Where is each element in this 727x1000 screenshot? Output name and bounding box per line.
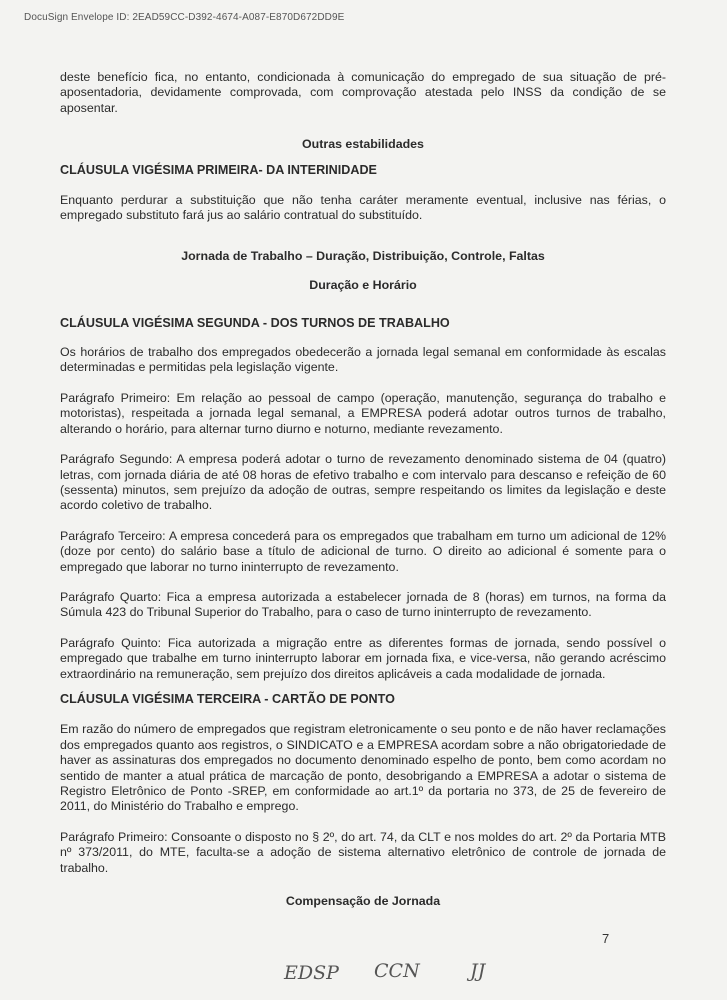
section-title-duracao: Duração e Horário: [309, 278, 417, 293]
clause-22-paragraph: Parágrafo Quarto: Fica a empresa autorizada a estabelecer jornada de 8 (horas) em turnos, na forma da Súmula 423 do Tribunal Superior do Trabalho, para o caso de turno ininterrupto de revezamento.: [60, 589, 666, 620]
clause-22-paragraph: Os horários de trabalho dos empregados obedecerão a jornada legal semanal em conformidade às escalas determinadas e permitidas pela legislação vigente.: [60, 345, 666, 375]
clause-22-paragraphs: [60, 345, 666, 682]
envelope-id: DocuSign Envelope ID: 2EAD59CC-D392-4674-A087-E870D672DD9E: [24, 12, 345, 23]
signature-initial: JJ: [470, 960, 486, 982]
clause-22-paragraph: Parágrafo Quinto: Fica autorizada a migração entre as diferentes formas de jornada, sendo possível o empregado que trabalhe em turno ininterrupto laborar em jornada fixa, e vice-versa, não gerando acréscimo extraordinário na remuneração, sem prejuízo dos direitos aplicáveis a cada modalidade de jornada.: [60, 635, 666, 681]
clause-23-paragraph: Parágrafo Primeiro: Consoante o disposto no § 2º, do art. 74, da CLT e nos moldes do art. 2º da Portaria MTB nº 373/2011, do MTE, faculta-se a adoção de sistema alternativo eletrônico de controle de jornada de trabalho.: [60, 829, 666, 875]
clause-22-title: CLÁUSULA VIGÉSIMA SEGUNDA - DOS TURNOS DE TRABALHO: [60, 315, 450, 330]
page-number: 7: [602, 931, 610, 946]
section-title-compensacao: Compensação de Jornada: [285, 894, 441, 909]
clause-22-paragraph: Parágrafo Terceiro: A empresa concederá para os empregados que trabalham em turno um adicional de 12% (doze por cento) do salário base a título de adicional de turno. O direito ao adicional é somente para o empregado que laborar no turno ininterrupto de revezamento.: [60, 528, 666, 574]
intro-paragraph: deste benefício fica, no entanto, condicionada à comunicação do empregado de sua situação de pré-aposentadoria, devidamente comprovada, com comprovação atestada pelo INSS da condição de se aposentar.: [60, 70, 666, 115]
signature-initial: EDSP: [284, 962, 339, 984]
clause-21-title: CLÁUSULA VIGÉSIMA PRIMEIRA- DA INTERINIDADE: [60, 162, 377, 177]
document-body: [60, 70, 666, 909]
clause-22-paragraph: Parágrafo Primeiro: Em relação ao pessoal de campo (operação, manutenção, segurança do trabalho e motoristas), respeitada a jornada legal semanal, a EMPRESA poderá adotar outros turnos de trabalho, alterando o horário, para alternar turno diurno e noturno, mediante revezamento.: [60, 390, 666, 436]
clause-21-text: Enquanto perdurar a substituição que não tenha caráter meramente eventual, inclusive nas férias, o empregado substituto fará jus ao salário contratual do substituído.: [60, 193, 666, 223]
section-title-jornada: Jornada de Trabalho – Duração, Distribuição, Controle, Faltas: [181, 248, 545, 263]
clause-22-paragraph: Parágrafo Segundo: A empresa poderá adotar o turno de revezamento denominado sistema de 04 (quatro) letras, com jornada diária de até 08 horas de efetivo trabalho e com intervalo para descanso e refeição de 60 (sessenta) minutos, sem prejuízo da adoção de outras, sempre respeitando os limites da legislação e deste acordo coletivo de trabalho.: [60, 452, 666, 513]
signature-initials: [0, 950, 727, 1000]
section-title-outras-estabilidades: Outras estabilidades: [302, 137, 424, 152]
signature-initial: CCN: [374, 960, 420, 982]
clause-23-title: CLÁUSULA VIGÉSIMA TERCEIRA - CARTÃO DE PONTO: [60, 691, 395, 706]
clause-23-paragraph: Em razão do número de empregados que registram eletronicamente o seu ponto e de não haver reclamações dos empregados quanto aos registros, o SINDICATO e a EMPRESA acordam sobre a não obrigatoriedade de haver as assinaturas dos empregados no documento denominado espelho de ponto, bem como acordam no sentido de manter a atual prática de marcação de ponto, desobrigando a EMPRESA a adotar o sistema de Registro Eletrônico de Ponto -SREP, em conformidade ao art.1º da portaria no 373, de 25 de fevereiro de 2011, do Ministério do Trabalho e emprego.: [60, 722, 666, 814]
clause-23-paragraphs: [60, 722, 666, 876]
